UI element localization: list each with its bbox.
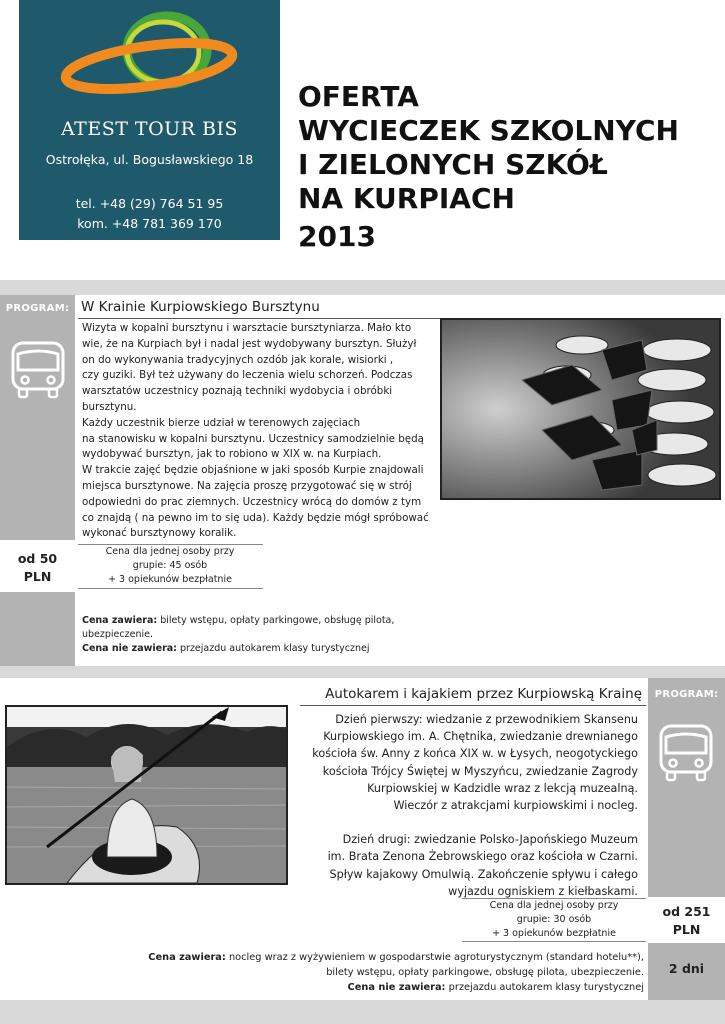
price-note-rule	[462, 941, 646, 942]
description-line: bursztynu.	[82, 400, 137, 413]
title-line: I ZIELONYCH SZKÓŁ	[298, 148, 608, 181]
price-currency: PLN	[23, 569, 52, 584]
company-phone: tel. +48 (29) 764 51 95	[75, 196, 224, 211]
title-underline	[300, 705, 646, 706]
offer1-title: W Krainie Kurpiowskiego Bursztynu	[81, 299, 320, 315]
excludes-line	[82, 642, 482, 656]
company-mobile: kom. +48 781 369 170	[77, 216, 222, 231]
description-line: wyjazdu ogniskiem z kiełbaskami.	[448, 884, 638, 898]
description-line: im. Brata Zenona Żebrowskiego oraz kościoła w Czarni.	[327, 850, 638, 864]
description-line: warsztatów uczestnicy poznają techniki wydobycia i obróbki	[82, 385, 393, 398]
description-line: odpowiedni do prac ziemnych. Uczestnicy wrócą do domów z tym	[82, 495, 422, 508]
includes-line	[82, 614, 482, 628]
title-line: NA KURPIACH	[298, 182, 515, 215]
price-note	[90, 545, 250, 587]
page-title	[298, 80, 718, 254]
offer2-title: Autokarem i kajakiem przez Kurpiowską Krainę	[325, 686, 642, 702]
description-line: wie, że na Kurpiach był i nadal jest wydobywany bursztyn. Służył	[82, 337, 417, 350]
price-value	[648, 903, 725, 939]
title-line: OFERTA	[298, 80, 419, 113]
includes-line	[60, 950, 644, 965]
title-line: WYCIECZEK SZKOLNYCH	[298, 114, 679, 147]
excludes-line	[60, 980, 644, 995]
offer2-price-details	[60, 950, 644, 995]
excludes-label: Cena nie zawiera:	[82, 643, 177, 654]
price-note-line: Cena dla jednej osoby przy	[489, 900, 619, 911]
description-line: miejsca bursztynowe. Na zajęcia proszę przygotować się w strój	[82, 479, 412, 492]
description-line: Wieczór z atrakcjami kurpiowskimi i nocleg.	[393, 799, 638, 813]
section-divider	[0, 280, 725, 295]
price-amount: od 251	[662, 904, 711, 919]
excludes-text: przejazdu autokarem klasy turystycznej	[445, 982, 644, 993]
offer1-description	[82, 321, 442, 542]
description-line: Kurpiowskiej w Kadzidle wraz z lekcją muzealną.	[367, 781, 638, 795]
description-line: Dzień drugi: zwiedzanie Polsko-Japońskiego Muzeum	[342, 833, 638, 847]
description-line: wydobywać bursztyn, jak to robiono w XIX w. na Kurpiach.	[82, 448, 382, 461]
logo-swoosh-icon	[59, 8, 239, 108]
description-line: czy guziki. Był też używany do leczenia wielu schorzeń. Podczas	[82, 369, 413, 382]
description-line: Każdy uczestnik bierze udział w terenowych zajęciach	[82, 416, 361, 429]
program-label: PROGRAM:	[5, 303, 70, 314]
description-line	[292, 814, 638, 831]
description-line: Wizyta w kopalni bursztynu i warsztacie bursztyniarza. Mało kto	[82, 322, 412, 334]
description-line: Spływ kajakowy Omulwią. Zakończenie spływu i całego	[329, 867, 638, 881]
title-line: 2013	[298, 220, 376, 253]
price-note-rule	[78, 588, 263, 589]
description-line: na stanowisku w kopalni bursztynu. Uczestnicy samodzielnie będą	[82, 432, 424, 445]
price-note-line: + 3 opiekunów bezpłatnie	[492, 928, 616, 939]
includes-line2: bilety wstępu, opłaty parkingowe, obsługę pilota, ubezpieczenie.	[326, 967, 644, 978]
price-note-line: Cena dla jednej osoby przy	[105, 546, 235, 557]
price-amount: od 50	[17, 551, 58, 566]
company-name: ATEST TOUR BIS	[60, 118, 239, 140]
includes-label: Cena zawiera:	[82, 615, 158, 626]
description-line: W trakcie zajęć będzie objaśnione w jaki sposób Kurpie znajdowali	[82, 464, 424, 477]
offer1-price-details	[82, 614, 482, 656]
description-line: on do wykonywania tradycyjnych ozdób jak korale, wisiorki ,	[82, 353, 394, 366]
duration: 2 dni	[668, 961, 705, 976]
includes-text: bilety wstępu, opłaty parkingowe, obsługę pilota,	[157, 615, 395, 626]
kayaking-photo	[5, 705, 288, 885]
price-note	[462, 899, 646, 941]
bus-icon	[658, 723, 714, 783]
bus-icon	[10, 340, 66, 400]
price-note-line: grupie: 45 osób	[132, 560, 208, 571]
excludes-text: przejazdu autokarem klasy turystycznej	[176, 643, 370, 654]
includes-text: nocleg wraz z wyżywieniem w gospodarstwie agroturystycznym (standard hotelu**),	[225, 952, 644, 963]
title-underline	[78, 318, 440, 319]
price-value	[0, 550, 75, 586]
offer2-description	[292, 711, 638, 900]
description-line: kościoła św. Anny z końca XIX w. w Łysych, neogotyckiego	[312, 747, 638, 761]
description-line: Kurpiowskiego im. A. Chętnika, zwiedzanie drewnianego	[323, 730, 638, 744]
description-line: wykonać bursztynowy koralik.	[82, 527, 237, 540]
description-line: Dzień pierwszy: wiedzanie z przewodnikiem Skansenu	[335, 713, 638, 726]
page-footer-band	[0, 1000, 725, 1024]
description-line: co znajdą ( na pewno im to się uda). Każdy będzie mógł spróbować	[82, 511, 429, 524]
company-address: Ostrołęka, ul. Bogusławskiego 18	[45, 152, 254, 167]
amber-necklace-photo	[440, 318, 721, 500]
description-line: kościoła Trójcy Świętej w Myszyńcu, zwiedzanie Zagrody	[322, 764, 638, 778]
company-logo-panel	[19, 0, 280, 240]
price-currency: PLN	[672, 922, 701, 937]
program-label: PROGRAM:	[654, 689, 719, 700]
price-note-line: grupie: 30 osób	[516, 914, 592, 925]
excludes-label: Cena nie zawiera:	[347, 982, 446, 993]
includes-line2: ubezpieczenie.	[82, 629, 153, 640]
includes-label: Cena zawiera:	[148, 952, 226, 963]
price-note-line: + 3 opiekunów bezpłatnie	[108, 574, 232, 585]
section-divider	[0, 666, 725, 678]
